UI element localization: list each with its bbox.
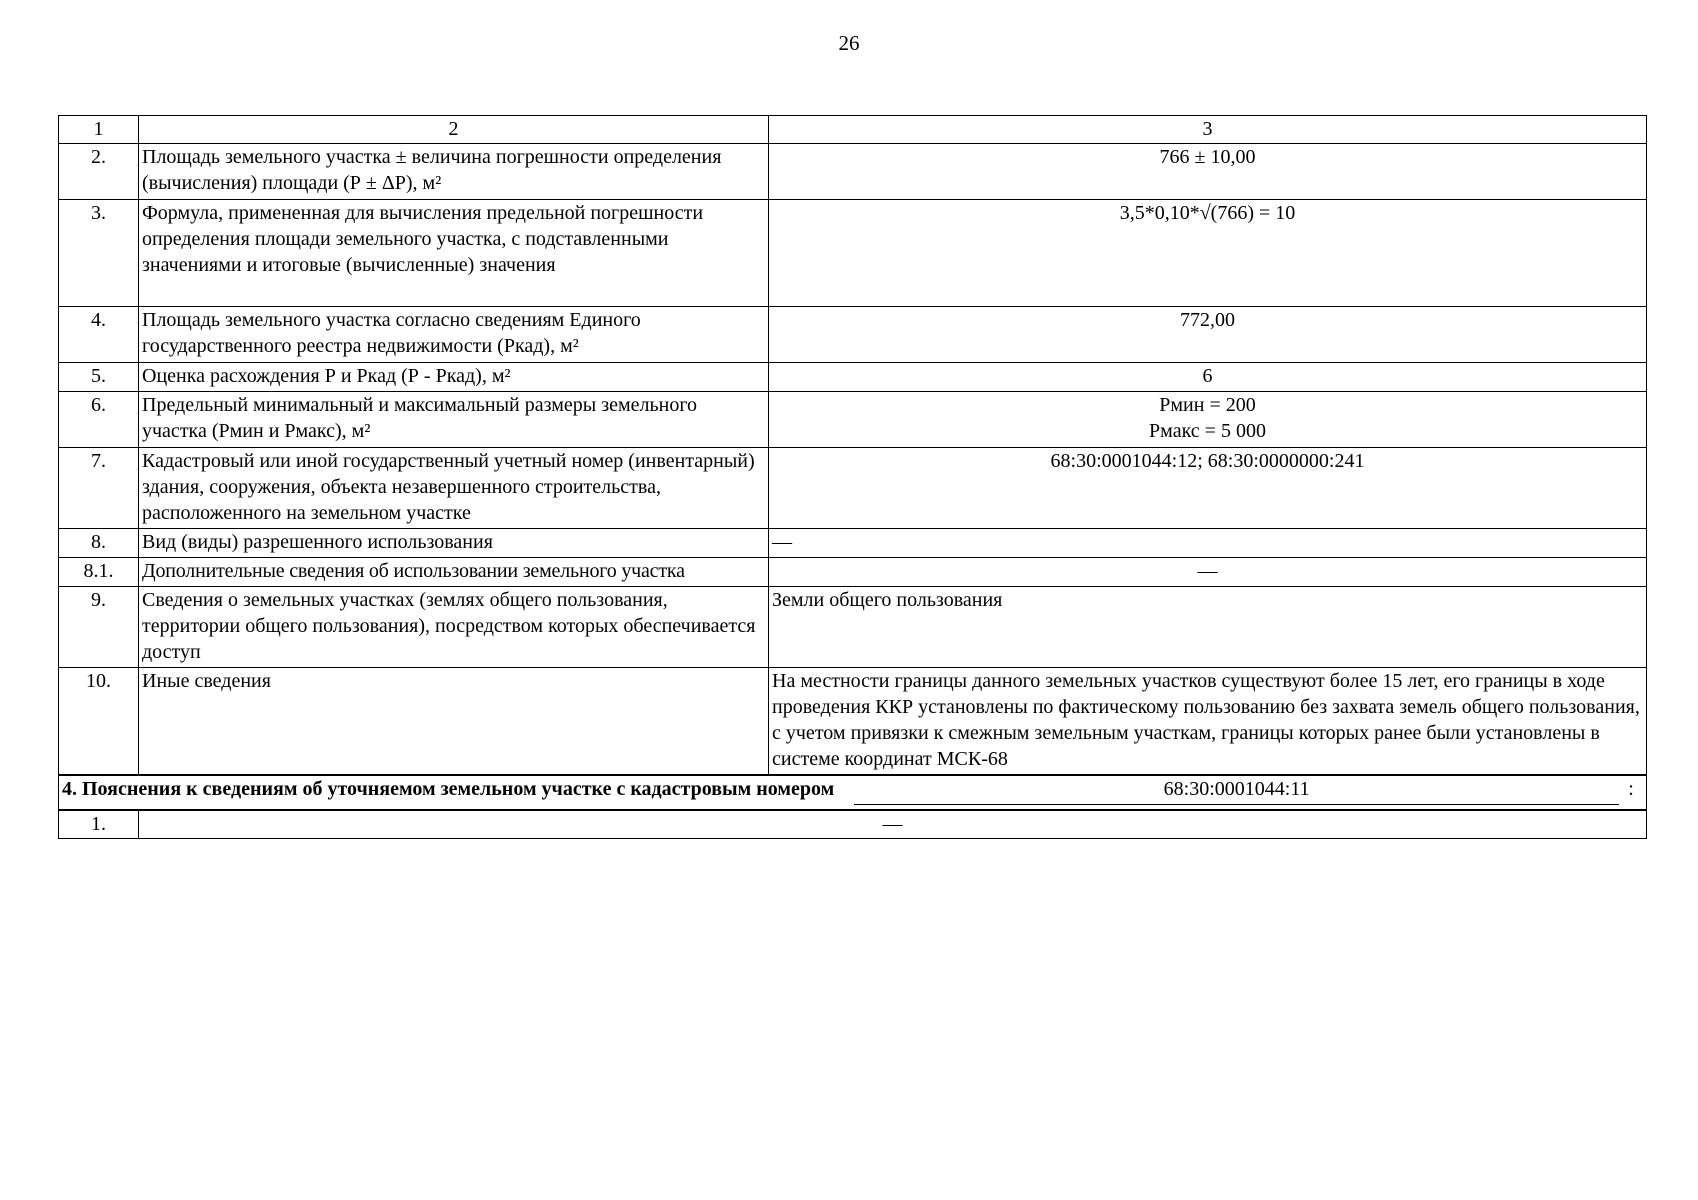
row-value [769, 363, 1647, 392]
row-number: 2. [59, 144, 139, 200]
row-value [769, 558, 1647, 587]
table-row [59, 307, 1647, 363]
row-number: 5. [59, 363, 139, 392]
value-line: 772,00 [1180, 309, 1235, 331]
row-value [769, 529, 1647, 558]
row-description: Формула, примененная для вычисления предельной погрешности определения площади земельного участка, с подставленными значениями и итоговые (вычисленные) значения [139, 200, 769, 307]
table-row [59, 144, 1647, 200]
value-line: 766 ± 10,00 [1159, 146, 1256, 168]
row-number: 7. [59, 448, 139, 529]
table-row [59, 587, 1647, 668]
row-value [769, 144, 1647, 200]
row-value [769, 587, 1647, 668]
row-number: 10. [59, 668, 139, 775]
row-number: 4. [59, 307, 139, 363]
row-description: Вид (виды) разрешенного использования [139, 529, 769, 558]
row-description: Оценка расхождения Р и Ркад (Р - Ркад), м² [139, 363, 769, 392]
row-value: — [139, 810, 1647, 839]
cadastral-info-table [58, 115, 1647, 839]
table-row [59, 810, 1647, 839]
table-row [59, 392, 1647, 448]
section-title: 4. Пояснения к сведениям об уточняемом земельном участке с кадастровым номером [62, 777, 835, 800]
section-colon: : [1628, 777, 1634, 800]
row-description: Сведения о земельных участках (землях общего пользования, территории общего пользования), посредством которых обеспечивается доступ [139, 587, 769, 668]
section-header-row [59, 775, 1647, 810]
row-value [769, 668, 1647, 775]
row-number: 1. [59, 810, 139, 839]
row-number: 6. [59, 392, 139, 448]
section-header [62, 776, 1643, 809]
value-line: На местности границы данного земельных участков существуют более 15 лет, его границы в ходе проведения ККР установлены по фактическому пользованию без захвата земель общего пользования, с учетом привязки к смежным земельным участкам, границы которых ранее были установлены в системе координат МСК-68 [772, 670, 1640, 770]
row-description: Дополнительные сведения об использовании земельного участка [139, 558, 769, 587]
page-number: 26 [838, 31, 860, 55]
table-row [59, 200, 1647, 307]
table-row [59, 558, 1647, 587]
row-value [769, 392, 1647, 448]
value-line: 68:30:0001044:12; 68:30:0000000:241 [1050, 450, 1365, 472]
header-col-3: 3 [769, 116, 1647, 144]
value-line-max: Рмакс = 5 000 [1149, 420, 1266, 442]
table-header-row [59, 116, 1647, 144]
value-line: 3,5*0,10*√(766) = 10 [1119, 202, 1296, 224]
row-number: 9. [59, 587, 139, 668]
value-line: 6 [1202, 365, 1213, 387]
section-cadastral-number: 68:30:0001044:11 [854, 776, 1619, 805]
value-line: — [1197, 560, 1218, 582]
value-line-min: Рмин = 200 [1159, 394, 1256, 416]
table-row [59, 529, 1647, 558]
table-row [59, 668, 1647, 775]
row-number: 8. [59, 529, 139, 558]
row-description: Площадь земельного участка согласно сведениям Единого государственного реестра недвижимости (Ркад), м² [139, 307, 769, 363]
row-description: Предельный минимальный и максимальный размеры земельного участка (Рмин и Рмакс), м² [139, 392, 769, 448]
row-value [769, 307, 1647, 363]
section-header-cell [59, 775, 1647, 810]
row-description: Иные сведения [139, 668, 769, 775]
row-number: 3. [59, 200, 139, 307]
row-value [769, 448, 1647, 529]
table-row [59, 363, 1647, 392]
row-description: Кадастровый или иной государственный учетный номер (инвентарный) здания, сооружения, объекта незавершенного строительства, расположенного на земельном участке [139, 448, 769, 529]
row-description: Площадь земельного участка ± величина погрешности определения (вычисления) площади (Р ± ΔР), м² [139, 144, 769, 200]
value-line: Земли общего пользования [772, 589, 1003, 611]
header-col-1: 1 [59, 116, 139, 144]
row-number: 8.1. [59, 558, 139, 587]
row-value [769, 200, 1647, 307]
value-line: — [772, 531, 792, 553]
table-row [59, 448, 1647, 529]
header-col-2: 2 [139, 116, 769, 144]
